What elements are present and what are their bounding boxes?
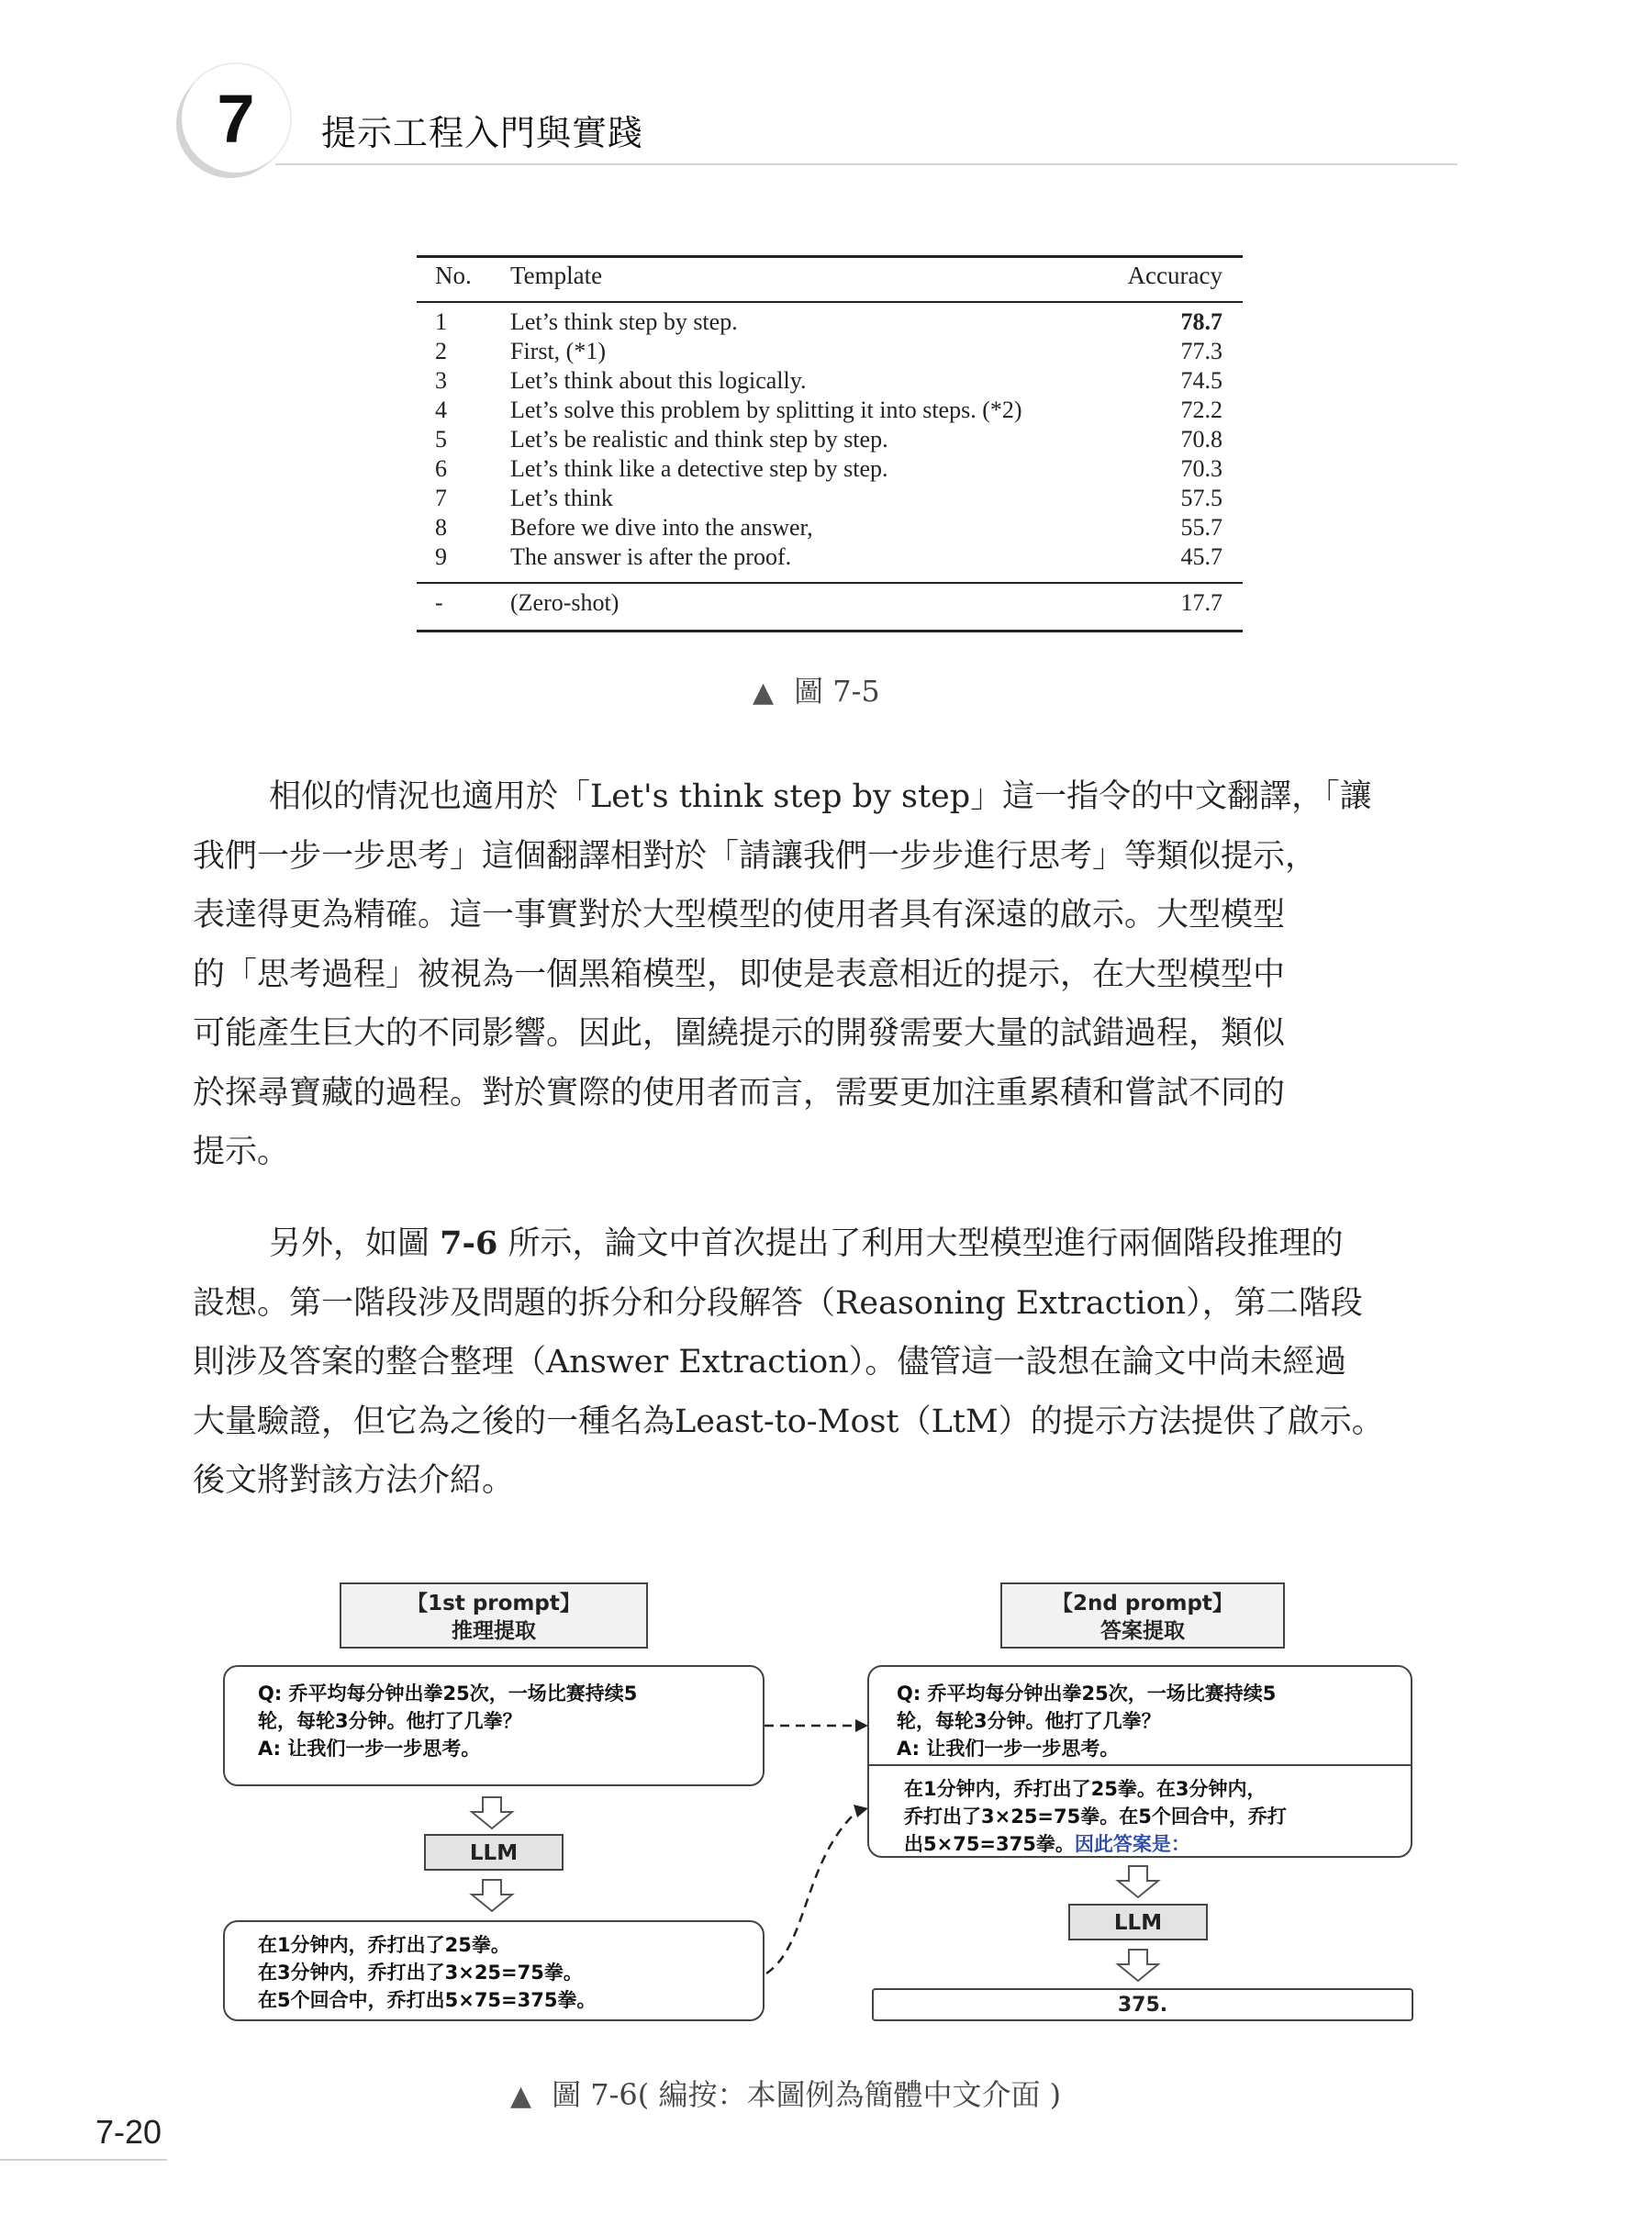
cell-template: Let’s solve this problem by splitting it into steps. (*2) [510, 397, 1022, 423]
para-line: 後文將對該方法介紹。 [193, 1462, 515, 1499]
cell-no: 3 [435, 367, 447, 394]
cell-template: Let’s think about this logically. [510, 367, 807, 394]
col-header-template: Template [510, 262, 603, 289]
caption-text: 圖 7-6( 編按：本圖例為簡體中文介面 ) [552, 2077, 1062, 2112]
second-prompt-title [1000, 1582, 1285, 1649]
cell-accuracy: 57.5 [1180, 485, 1222, 511]
prompt-sublabel: 答案提取 [1100, 1619, 1185, 1643]
cell-template: Let’s think [510, 485, 613, 511]
caption-text: 圖 7-5 [794, 674, 880, 709]
para-line: 的「思考過程」被視為一個黑箱模型，即使是表意相近的提示，在大型模型中 [193, 956, 1286, 993]
paragraph-1 [193, 767, 1459, 1182]
reasoning-line: 在1分钟内，乔打出了25拳。 [258, 1934, 510, 1956]
dashed-curve-connector [766, 1813, 855, 1973]
answer-prompt-line: A: 让我们一步一步思考。 [258, 1738, 481, 1760]
table-row [417, 307, 1243, 337]
reasoning-block-2 [869, 1768, 1287, 1858]
paragraph-2 [193, 1214, 1459, 1511]
table-header-row [417, 261, 1243, 290]
arrowhead-icon [854, 1805, 868, 1817]
cell-no: 7 [435, 485, 447, 511]
table-row [417, 396, 1243, 425]
cell-template: Let’s think like a detective step by step. [510, 455, 888, 482]
cell-no: 2 [435, 338, 447, 364]
para-line: 表達得更為精確。這一事實對於大型模型的使用者具有深遠的啟示。大型模型 [193, 897, 1286, 934]
reasoning-line: 在1分钟内，乔打出了25拳。在3分钟内， [904, 1778, 1267, 1800]
cell-no: 4 [435, 397, 447, 423]
figure-caption-7-6 [510, 2072, 1061, 2114]
table-row [417, 337, 1243, 366]
figure-ref: 7-6 [440, 1224, 498, 1262]
reasoning-line [904, 1830, 1287, 1858]
para-line: 則涉及答案的整合整理（Answer Extraction）。儘管這一設想在論文中尚未經過 [193, 1344, 1347, 1381]
triangle-icon: ▲ [510, 2080, 532, 2112]
prompt-sublabel: 推理提取 [452, 1619, 536, 1643]
col-header-no: No. [435, 262, 472, 289]
first-prompt-title [340, 1582, 648, 1649]
answer-prompt-line: A: 让我们一步一步思考。 [897, 1738, 1120, 1760]
cell-no: 9 [435, 543, 447, 570]
table-bottom-rule [417, 630, 1243, 632]
para-line: 於探尋寶藏的過程。對於實際的使用者而言，需要更加注重累積和嘗試不同的 [193, 1074, 1286, 1112]
question-line: Q: 乔平均每分钟出拳25次，一场比赛持续5 [258, 1683, 638, 1705]
para-line: 提示。 [193, 1134, 290, 1170]
table-top-rule [417, 255, 1243, 258]
question-line: 轮，每轮3分钟。他打了几拳？ [897, 1710, 1161, 1732]
figure-caption-7-5 [753, 668, 880, 710]
cell-template: Let’s be realistic and think step by step. [510, 426, 888, 453]
footer-divider [0, 2159, 167, 2161]
prompt-label: 【1st prompt】 [407, 1592, 581, 1616]
cell-template: Let’s think step by step. [510, 308, 738, 335]
llm-box-2: LLM [1068, 1904, 1208, 1940]
table-row [417, 454, 1243, 484]
second-prompt-box [867, 1665, 1412, 1858]
chapter-badge [182, 64, 290, 173]
cell-no: 1 [435, 308, 447, 335]
question-line: 轮，每轮3分钟。他打了几拳？ [258, 1710, 522, 1732]
cell-no: - [435, 589, 443, 616]
cell-template: The answer is after the proof. [510, 543, 792, 570]
cell-accuracy: 70.3 [1180, 455, 1222, 482]
table-row [417, 425, 1243, 454]
cell-accuracy: 72.2 [1180, 397, 1222, 423]
answer-box: 375. [872, 1988, 1413, 2021]
down-arrow-icon [1118, 1950, 1158, 1981]
cell-accuracy: 45.7 [1180, 543, 1222, 570]
reasoning-line: 乔打出了3×25=75拳。在5个回合中，乔打 [904, 1806, 1287, 1828]
reasoning-line: 在3分钟内，乔打出了3×25=75拳。 [258, 1962, 583, 1984]
para-text: 所示，論文中首次提出了利用大型模型進行兩個階段推理的 [497, 1225, 1344, 1262]
question-line: Q: 乔平均每分钟出拳25次，一场比赛持续5 [897, 1683, 1277, 1705]
para-line: 可能產生巨大的不同影響。因此，圍繞提示的開發需要大量的試錯過程，類似 [193, 1015, 1286, 1052]
cell-accuracy: 70.8 [1180, 426, 1222, 453]
prompt-label: 【2nd prompt】 [1052, 1592, 1233, 1616]
cell-no: 5 [435, 426, 447, 453]
cell-accuracy: 17.7 [1180, 589, 1222, 616]
table-header-rule [417, 301, 1243, 303]
cell-no: 8 [435, 514, 447, 541]
table-mid-rule [417, 582, 1243, 584]
reasoning-box-1 [223, 1920, 765, 2021]
table-row [417, 542, 1243, 572]
para-line: 大量驗證，但它為之後的一種名為Least-to-Most（LtM）的提示方法提供了啟示。 [193, 1403, 1384, 1440]
arrowhead-icon [855, 1719, 868, 1732]
cell-accuracy: 78.7 [1180, 308, 1222, 335]
answer-trigger-text: 因此答案是： [1074, 1833, 1190, 1855]
two-stage-prompt-diagram [0, 1560, 1652, 2038]
para-line: 我們一步一步思考」這個翻譯相對於「請讓我們一步步進行思考」等類似提示， [193, 837, 1318, 875]
para-line: 設想。第一階段涉及問題的拆分和分段解答（Reasoning Extraction），第二階段 [193, 1284, 1363, 1322]
cell-accuracy: 55.7 [1180, 514, 1222, 541]
cell-accuracy: 74.5 [1180, 367, 1222, 394]
table-row [417, 513, 1243, 542]
table-row [417, 484, 1243, 513]
header-divider [275, 163, 1457, 165]
para-line [193, 1214, 1459, 1274]
para-text: 另外，如圖 [269, 1225, 441, 1262]
triangle-icon: ▲ [753, 676, 775, 709]
cell-template: (Zero-shot) [510, 589, 620, 616]
down-arrow-icon [472, 1880, 512, 1911]
chapter-number: 7 [217, 80, 255, 157]
chapter-title: 提示工程入門與實踐 [321, 113, 644, 153]
cell-no: 6 [435, 455, 447, 482]
question-block-2 [869, 1667, 1411, 1762]
cell-template: First, (*1) [510, 338, 606, 364]
reasoning-line: 在5个回合中，乔打出5×75=375拳。 [258, 1989, 597, 2011]
question-box-1 [223, 1665, 765, 1786]
cell-template: Before we dive into the answer, [510, 514, 813, 541]
down-arrow-icon [472, 1797, 512, 1828]
down-arrow-icon [1118, 1866, 1158, 1897]
table-footer-row [417, 588, 1243, 618]
cell-accuracy: 77.3 [1180, 338, 1222, 364]
para-line: 相似的情況也適用於「Let's think step by step」這一指令的中文翻譯，「讓 [269, 778, 1372, 815]
page-number: 7-20 [95, 2113, 162, 2151]
table-row [417, 366, 1243, 396]
llm-box-1: LLM [424, 1834, 564, 1871]
col-header-accuracy: Accuracy [1127, 262, 1222, 289]
reasoning-text: 出5×75=375拳。 [904, 1833, 1075, 1855]
box-divider [869, 1764, 1411, 1766]
